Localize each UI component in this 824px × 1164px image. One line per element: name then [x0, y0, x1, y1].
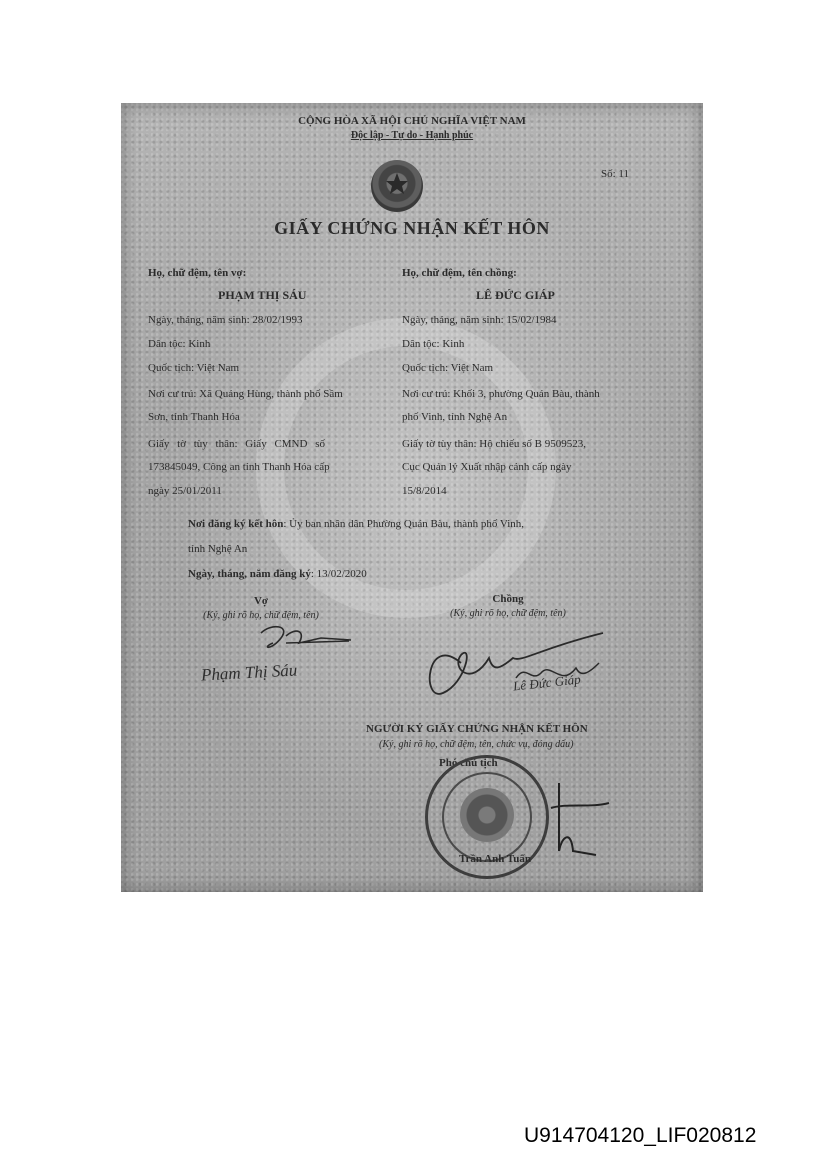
national-name: CỘNG HÒA XÃ HỘI CHỦ NGHĨA VIỆT NAM [298, 115, 526, 127]
wife-id-line1: Giấy tờ tùy thân: Giấy CMND số [148, 438, 325, 450]
husband-handwritten-name: Lê Đức Giáp [512, 671, 582, 694]
wife-heading: Họ, chữ đệm, tên vợ: [148, 267, 247, 279]
registration-place-value: : Ủy ban nhân dân Phường Quán Bàu, thành phố Vinh, [283, 518, 525, 530]
wife-signature-hint: (Ký, ghi rõ họ, chữ đệm, tên) [203, 610, 319, 621]
official-signature-icon [121, 103, 703, 892]
husband-name: LÊ ĐỨC GIÁP [476, 288, 555, 302]
wife-id-line2: 173845049, Công an tỉnh Thanh Hóa cấp [148, 461, 330, 473]
husband-id-line3: 15/8/2014 [402, 485, 447, 497]
wife-nationality: Quốc tịch: Việt Nam [148, 362, 240, 374]
registration-date-value: : 13/02/2020 [310, 568, 367, 580]
wife-residence-line1: Nơi cư trú: Xã Quảng Hùng, thành phố Sầm [148, 388, 343, 400]
husband-ethnicity: Dân tộc: Kinh [402, 338, 465, 350]
husband-id-line1: Giấy tờ tùy thân: Hộ chiếu số B 9509523, [402, 438, 586, 450]
husband-nationality: Quốc tịch: Việt Nam [402, 362, 494, 374]
husband-signature-label: Chồng [492, 593, 524, 605]
motto: Độc lập - Tự do - Hạnh phúc [350, 130, 474, 141]
official-name: Trần Anh Tuấn [459, 853, 531, 865]
wife-name: PHẠM THỊ SÁU [218, 288, 307, 302]
wife-handwritten-name: Phạm Thị Sáu [200, 660, 298, 685]
official-title: NGƯỜI KÝ GIẤY CHỨNG NHẬN KẾT HÔN [366, 723, 588, 735]
wife-birth: Ngày, tháng, năm sinh: 28/02/1993 [148, 314, 303, 326]
document-number: Số: 11 [601, 168, 630, 180]
husband-birth: Ngày, tháng, năm sinh: 15/02/1984 [402, 314, 557, 326]
husband-id-line2: Cục Quản lý Xuất nhập cảnh cấp ngày [402, 461, 572, 473]
official-hint: (Ký, ghi rõ họ, chữ đệm, tên, chức vụ, đóng dấu) [379, 739, 574, 750]
registration-place-label: Nơi đăng ký kết hôn [188, 518, 284, 530]
registration-date-label: Ngày, tháng, năm đăng ký [188, 568, 311, 580]
wife-residence-line2: Sơn, tỉnh Thanh Hóa [148, 411, 240, 423]
husband-residence-line2: phố Vinh, tỉnh Nghệ An [402, 411, 508, 423]
husband-heading: Họ, chữ đệm, tên chồng: [402, 267, 517, 279]
husband-residence-line1: Nơi cư trú: Khối 3, phường Quán Bàu, thành [402, 388, 600, 400]
wife-ethnicity: Dân tộc: Kinh [148, 338, 211, 350]
registration-place-line2: tỉnh Nghệ An [188, 543, 248, 555]
wife-signature-label: Vợ [253, 595, 269, 607]
page-title: GIẤY CHỨNG NHẬN KẾT HÔN [274, 218, 550, 238]
wife-id-line3: ngày 25/01/2011 [148, 485, 222, 497]
husband-signature-hint: (Ký, ghi rõ họ, chữ đệm, tên) [450, 608, 566, 619]
certificate-scan [121, 103, 703, 892]
official-position: Phó chủ tịch [439, 757, 498, 769]
document-id: U914704120_LIF020812 [524, 1124, 757, 1147]
